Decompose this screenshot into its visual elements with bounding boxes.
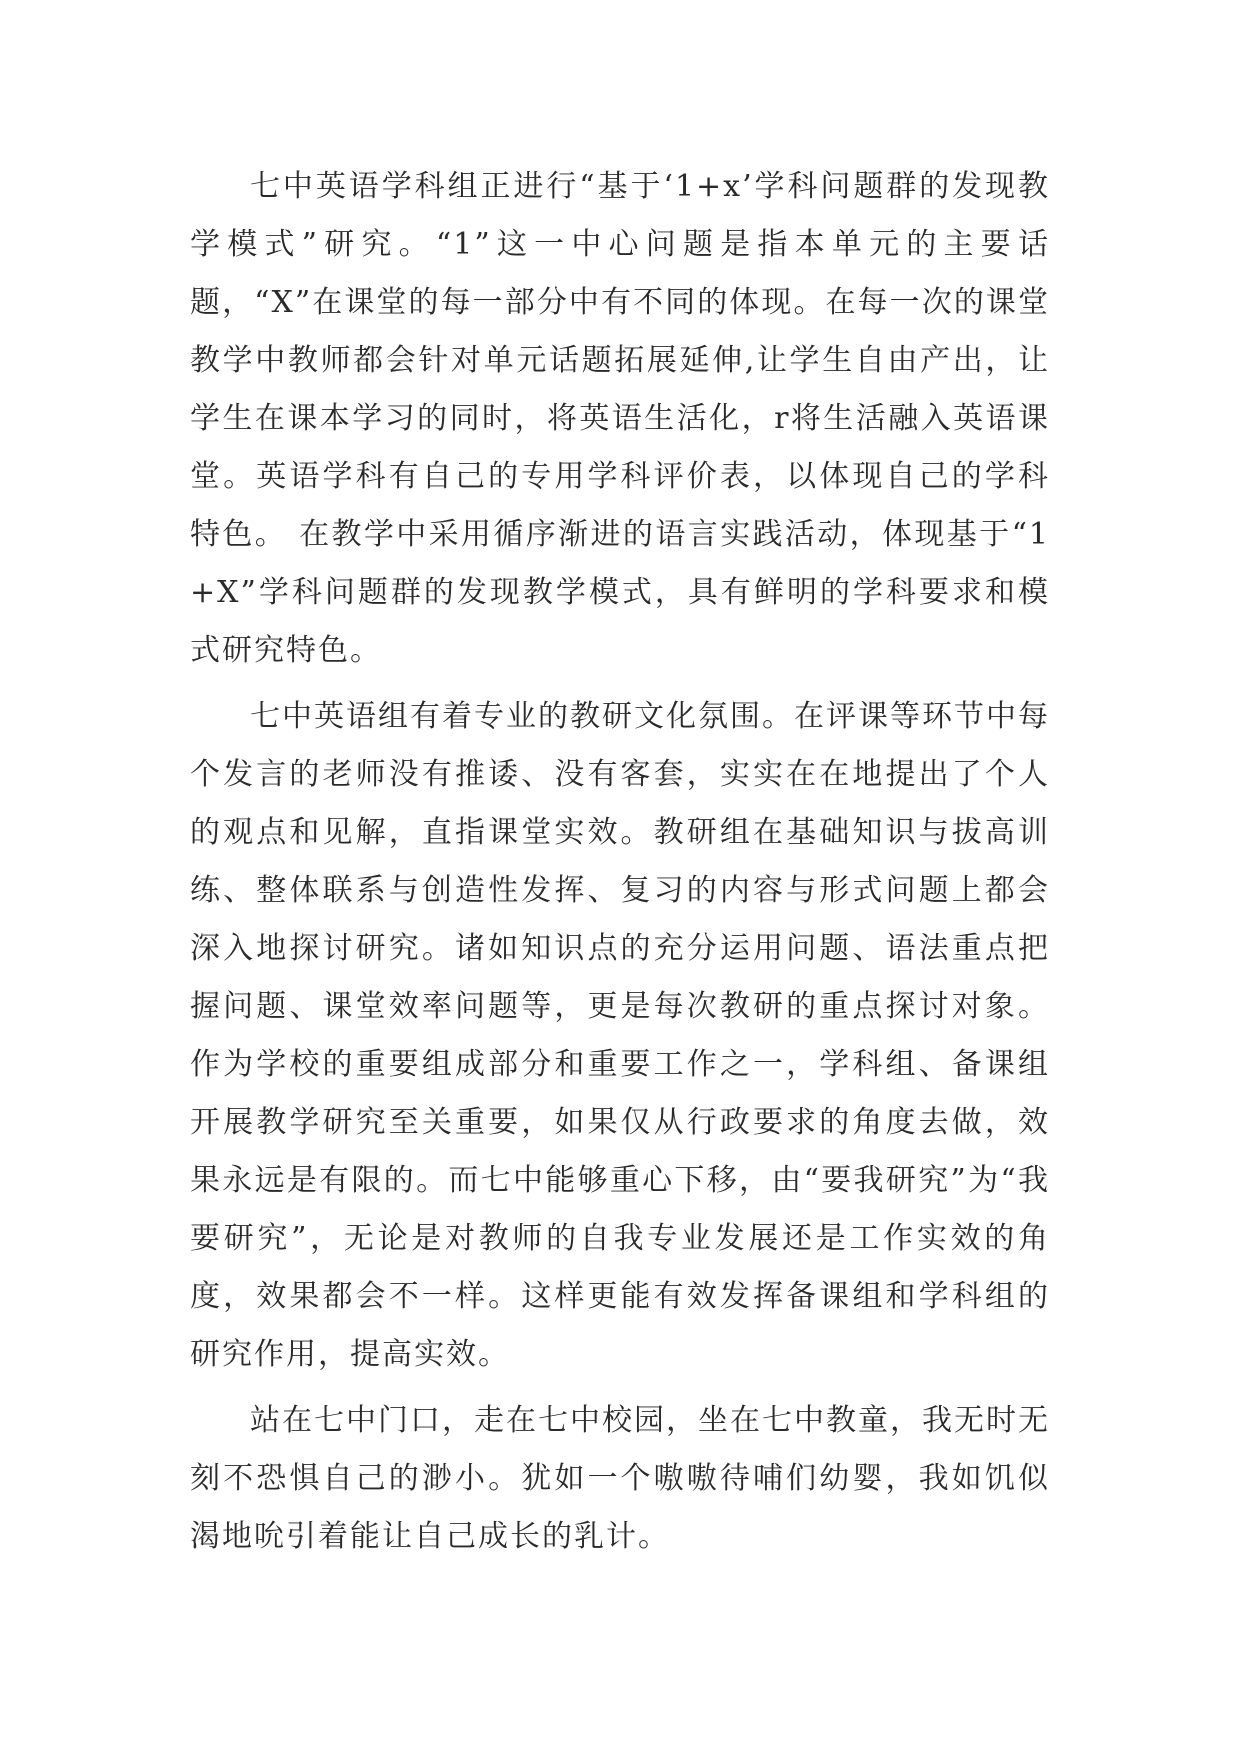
- document-body: [190, 158, 1050, 1574]
- paragraph-personal-reflection: 站在七中门口，走在七中校园，坐在七中教童，我无时无刻不恐惧自己的渺小。犹如一个嗷嗷待哺们幼婴，我如饥似渴地吮引着能让自己成长的乳计。: [190, 1403, 1050, 1554]
- paragraph-teaching-research-culture: 七中英语组有着专业的教研文化氛围。在评课等环节中每个发言的老师没有推诿、没有客套，实实在在地提出了个人的观点和见解，直指课堂实效。教研组在基础知识与拔高训练、整体联系与创造性发挥、复习的内容与形式问题上都会深入地探讨研究。诸如知识点的充分运用问题、语法重点把握问题、课堂效率问题等，更是每次教研的重点探讨对象。作为学校的重要组成部分和重要工作之一，学科组、备课组开展教学研究至关重要，如果仅从行政要求的角度去做，效果永远是有限的。而七中能够重心下移，由“要我研究”为“我要研究”，无论是对教师的自我专业发展还是工作实效的角度，效果都会不一样。这样更能有效发挥备课组和学科组的研究作用，提高实效。: [190, 699, 1050, 1372]
- paragraph-english-group-teaching-model: 七中英语学科组正进行“基于‘1+x’学科问题群的发现教学模式”研究。“1”这一中心问题是指本单元的主要话题，“X”在课堂的每一部分中有不同的体现。在每一次的课堂教学中教师都会针对单元话题拓展延伸,让学生自由产出，让学生在课本学习的同时，将英语生活化，r将生活融入英语课堂。英语学科有自己的专用学科评价表，以体现自己的学科特色。 在教学中采用循序渐进的语言实践活动，体现基于“1+X”学科问题群的发现教学模式，具有鲜明的学科要求和模式研究特色。: [190, 169, 1050, 668]
